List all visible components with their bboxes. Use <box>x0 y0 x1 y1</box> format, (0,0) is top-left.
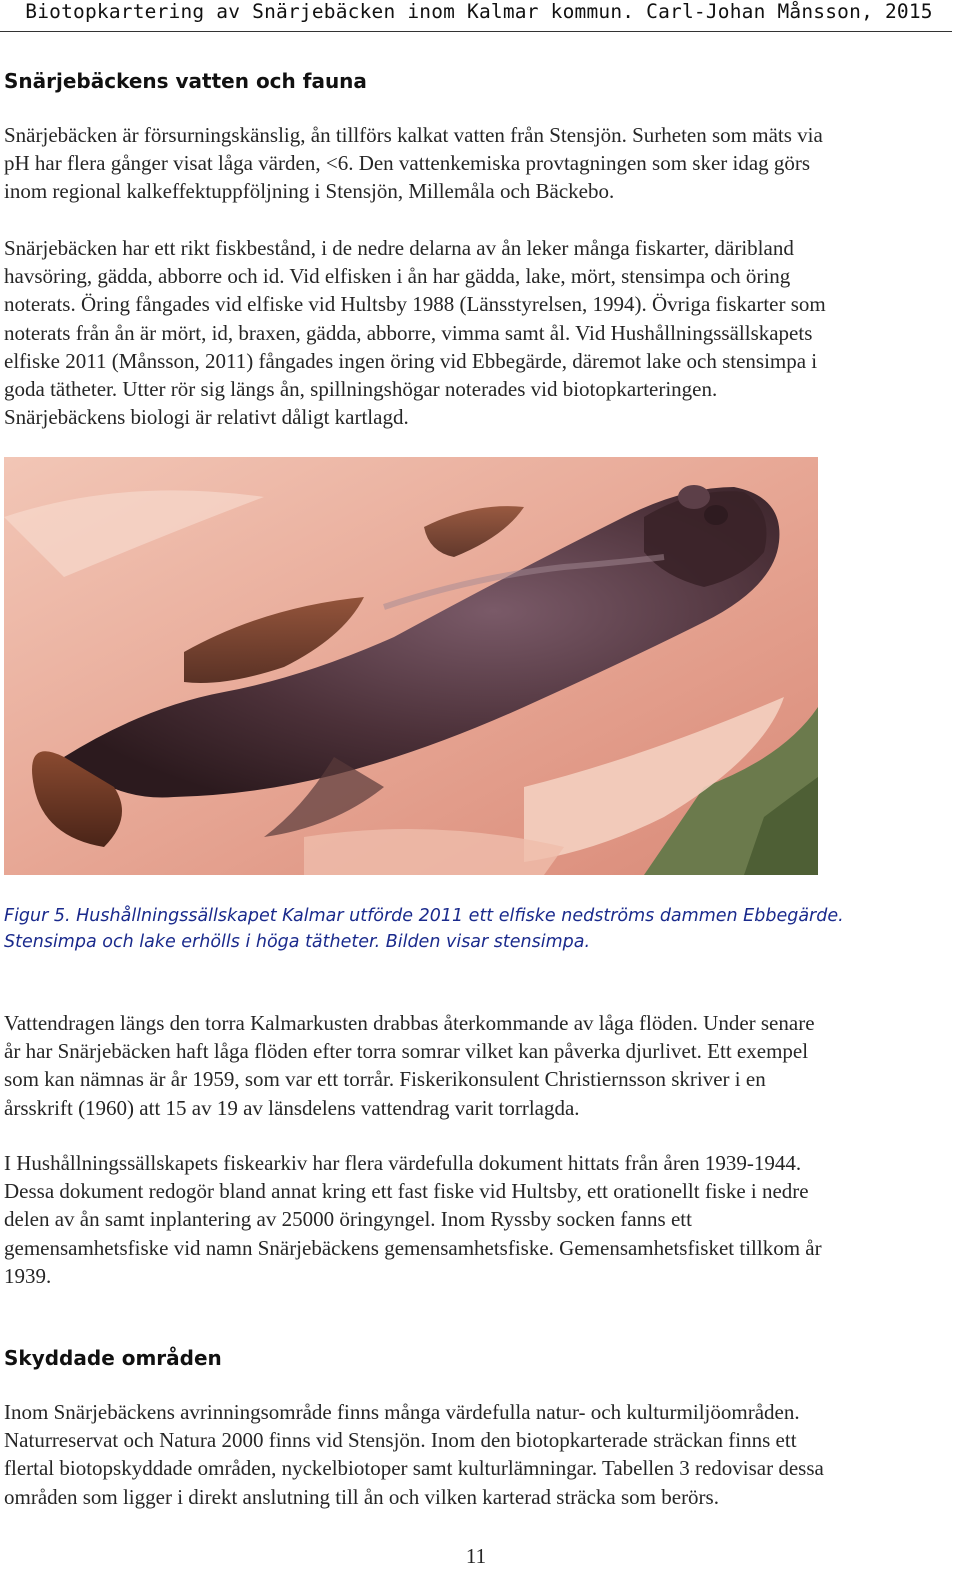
paragraph-fish-stock <box>4 234 954 431</box>
figure-photo-stensimpa <box>4 457 818 875</box>
section-heading-vatten-fauna: Snärjebäckens vatten och fauna <box>4 69 367 93</box>
figure-caption <box>4 903 954 955</box>
text-line: pH har flera gånger visat låga värden, <6. Den vattenkemiska provtagningen som sker idag görs <box>4 151 811 176</box>
text-line: Snärjebäcken har ett rikt fiskbestånd, i de nedre delarna av ån leker många fiskarter, däribland <box>4 236 794 260</box>
text-line: Snärjebäcken är försurningskänslig, ån tillförs kalkat vatten från Stensjön. Surheten som mäts via <box>4 123 823 147</box>
text-line: Snärjebäckens biologi är relativt dåligt kartlagd. <box>4 405 409 430</box>
page-header <box>0 0 960 34</box>
text-line: områden som ligger i direkt anslutning till ån och vilken karterad sträcka som berörs. <box>4 1484 719 1509</box>
text-line: Naturreservat och Natura 2000 finns vid Stensjön. Inom den biotopkarterade sträckan finns ett <box>4 1428 797 1453</box>
paragraph-protected-areas <box>4 1398 954 1511</box>
text-line: som kan nämnas är år 1959, som var ett torrår. Fiskerikonsulent Christiernsson skriver i en <box>4 1067 766 1092</box>
text-line: Inom Snärjebäckens avrinningsområde finns många värdefulla natur- och kulturmiljöområden. <box>4 1400 800 1424</box>
caption-line: Stensimpa och lake erhölls i höga tätheter. Bilden visar stensimpa. <box>4 932 591 952</box>
text-line: gemensamhetsfiske vid namn Snärjebäckens gemensamhetsfiske. Gemensamhetsfisket tillkom år <box>4 1235 822 1260</box>
text-line: havsöring, gädda, abborre och id. Vid elfisken i ån har gädda, lake, mört, stensimpa och öring <box>4 264 791 289</box>
text-line: år har Snärjebäcken haft låga flöden efter torra somrar vilket kan påverka djurlivet. Ett exempel <box>4 1039 809 1064</box>
text-line: goda tätheter. Utter rör sig längs ån, spillningshögar noterades vid biotopkarteringen. <box>4 377 718 402</box>
text-line: Dessa dokument redogör bland annat kring ett fast fiske vid Hultsby, ett orationellt fiske i nedre <box>4 1179 809 1204</box>
caption-line: Figur 5. Hushållningssällskapet Kalmar utförde 2011 ett elfiske nedströms dammen Ebbegärde. <box>4 906 844 926</box>
text-line: 1939. <box>4 1263 52 1288</box>
paragraph-fish-archive <box>4 1149 954 1290</box>
paragraph-acidification <box>4 121 954 206</box>
text-line: I Hushållningssällskapets fiskearkiv har flera värdefulla dokument hittats från åren 1939-1944. <box>4 1151 802 1175</box>
text-line: elfiske 2011 (Månsson, 2011) fångades ingen öring vid Ebbegärde, däremot lake och stensimpa i <box>4 348 818 373</box>
paragraph-low-flows <box>4 1009 954 1122</box>
text-line: årsskrift (1960) att 15 av 19 av länsdelens vattendrag varit torrlagda. <box>4 1095 580 1120</box>
text-line: delen av ån samt inplantering av 25000 öringyngel. Inom Ryssby socken fanns ett <box>4 1207 692 1232</box>
text-line: noterats. Öring fångades vid elfiske vid Hultsby 1988 (Länsstyrelsen, 1994). Övriga fiskarter som <box>4 292 826 317</box>
text-line: Vattendragen längs den torra Kalmarkusten drabbas återkommande av låga flöden. Under senare <box>4 1011 815 1035</box>
page-number: 11 <box>465 1544 487 1568</box>
section-heading-skyddade-omraden: Skyddade områden <box>4 1346 222 1370</box>
text-line: flertal biotopskyddade områden, nyckelbiotoper samt kulturlämningar. Tabellen 3 redovisar dessa <box>4 1456 824 1481</box>
text-line: noterats från ån är mört, id, braxen, gädda, abborre, vimma samt ål. Vid Hushållningssällskapets <box>4 320 813 345</box>
header-title: Biotopkartering av Snärjebäcken inom Kalmar kommun. Carl-Johan Månsson, 2015 <box>25 0 933 23</box>
header-rule <box>0 31 952 32</box>
text-line: inom regional kalkeffektuppföljning i Stensjön, Millemåla och Bäckebo. <box>4 179 615 204</box>
